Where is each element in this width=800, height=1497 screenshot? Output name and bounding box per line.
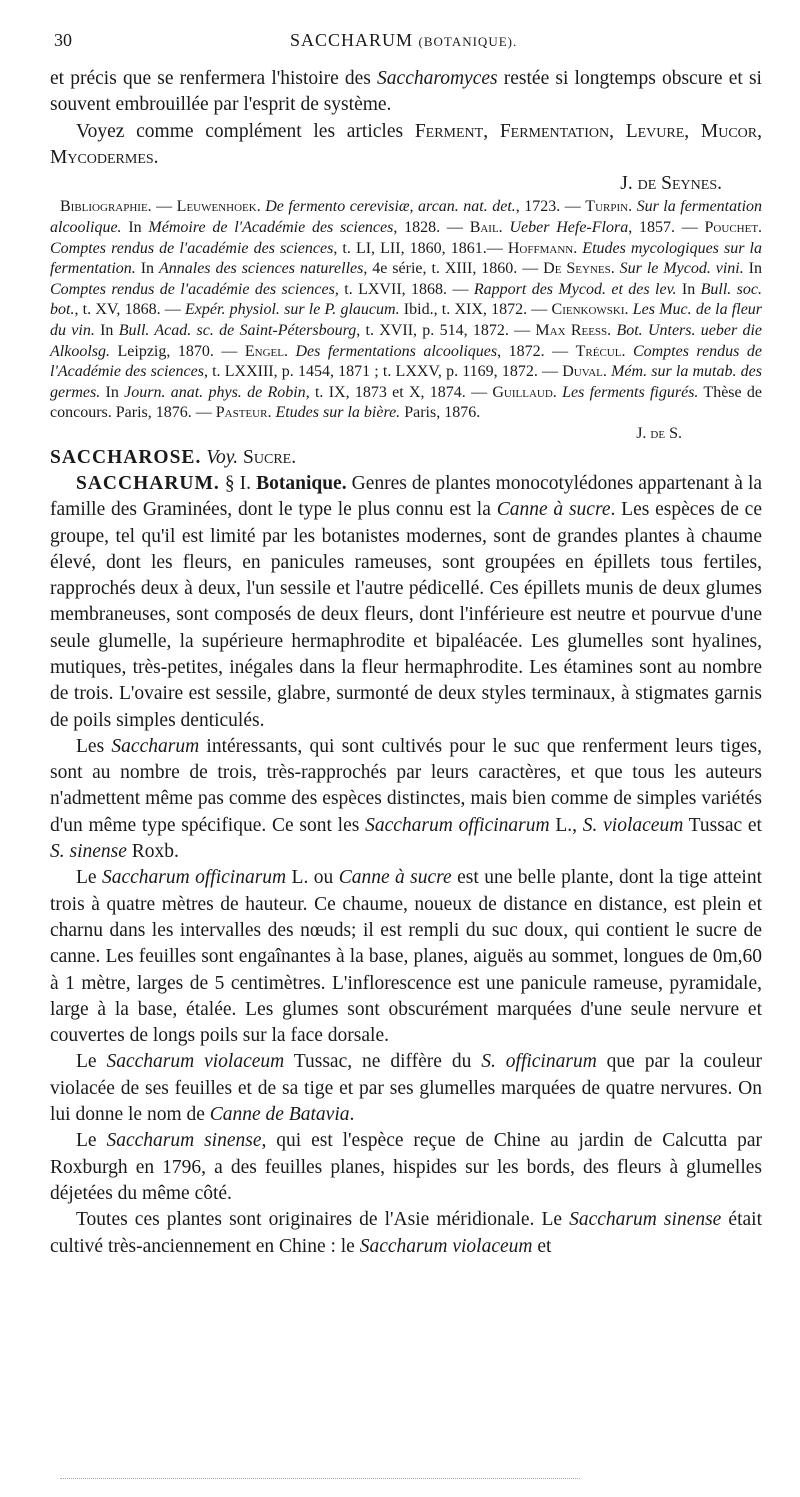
text-run: est une belle plante, dont la tige atteint trois à quatre mètres de hauteur. Ce chaume, noueux de distance en distance, est plein et charnu dans les intervalles des nœuds; il est rempli du suc doux, qui contient le sucre de canne. Les feuilles sont engaînantes à la base, planes, aiguës au sommet, longues de 0m,60 à 1 mètre, larges de 5 centimètres. L'inflorescence est une panicule rameuse, pyramidale, large à la base, étalée. Les glumes sont obscurément marquées d'une seule nervure et couvertes de longs poils sur la face dorsale. (50, 867, 762, 1047)
text-run: S. sinense (50, 841, 127, 863)
paragraph-5-text (50, 1130, 762, 1204)
bibliography-run: Bibliographie. — Leuwenhoek. (60, 198, 266, 216)
see-also-paragraph (50, 119, 762, 172)
bibliography-run: Paris, 1876. (400, 404, 481, 422)
bibliography-signature (50, 424, 762, 445)
text-run: Canne de Batavia (209, 1104, 350, 1126)
paragraph-6-text (50, 1209, 762, 1256)
section-name: Botanique. (256, 472, 347, 494)
bibliography-run: Cienkowski. (551, 301, 633, 319)
bibliography-run: Max Reess. (535, 322, 617, 340)
bibliography-run: Bail. (469, 219, 510, 237)
bibliography-run: , t. LXXIII, p. 1454, 1871 ; t. LXXV, p. 1169, 1872. — (203, 363, 563, 381)
text-run: était cultivé très-anciennement en Chine : le (50, 1209, 762, 1257)
bibliography-run: Ibid., t. XIX, 1872. — (399, 301, 552, 319)
text-run: Saccharum officinarum (365, 814, 550, 836)
bibliography-run: Engel. (244, 342, 296, 360)
text-run: Les (76, 735, 112, 757)
text-run: . Les espèces de ce groupe, tel qu'il est limité par les botanistes modernes, sont de grandes plantes à chaume élevé, dont les fleurs, en panicules rameuses, sont groupées en épillets tous fertiles, rapprochés deux à deux, l'un sessile et l'autre pédicellé. Ces épillets munis de deux glumes membraneuses, sont composés de deux fleurs, dont l'inférieure est neutre et pourvue d'une seule glumelle, la supérieure hermaphrodite et bipaléacée. Les glumelles sont hyalines, mutiques, très-petites, inégales dans la fleur hermaphrodite. Les étamines sont au nombre de trois. L'ovaire est sessile, glabre, surmonté de deux styles terminaux, à stigmates garnis de poils simples denticulés. (50, 499, 762, 731)
bibliography-run: Les Muc. de la fleur du vin. (50, 301, 763, 340)
entry-saccharose (50, 445, 762, 471)
bibliography-run: , t. LI, LII, 1860, 1861.— (333, 239, 508, 257)
bibliography-run: Hoffmann. (507, 239, 583, 257)
text-run: S. violaceum (582, 814, 684, 836)
saccharum-paragraph-2 (50, 734, 762, 865)
entry-saccharum (50, 471, 762, 734)
text-run: Saccharum sinense (106, 1130, 262, 1152)
saccharum-paragraph-3 (50, 865, 762, 1049)
bibliography-run: Mémoire de l'Académie des sciences (148, 219, 394, 237)
bibliography-run: Comptes rendus de l'académie des sciences (50, 280, 335, 298)
paragraph-2-text (50, 736, 762, 862)
running-title-sub: (BOTANIQUE). (418, 34, 518, 49)
closing-text-b: restée si longtemps obscure et si souvent embrouillée par l'esprit de système. (50, 68, 762, 116)
bibliography-run: Bull. soc. bot. (50, 280, 762, 319)
bibliography-run: , t. IX, 1873 et X, 1874. — (305, 383, 493, 401)
bibliography-run: , 4e série, t. XIII, 1860. — (363, 260, 544, 278)
text-run: Le (76, 1051, 107, 1073)
bibliography-run: , 1828. — (393, 219, 470, 237)
bibliography-run: In (676, 280, 701, 298)
bibliography-run: Sur la fermentation alcoolique. (50, 198, 763, 237)
closing-text-italic: Saccharomyces (377, 68, 498, 89)
section-number: § I. (224, 472, 252, 494)
see-also-refs: Ferment, Fermentation, Levure, Mucor, Mycodermes. (50, 120, 762, 168)
running-title (290, 30, 517, 51)
article-body (50, 66, 762, 1260)
text-run: Saccharum sinense (569, 1209, 722, 1231)
text-run: et (532, 1235, 552, 1257)
bibliography-run: Bull. Acad. sc. de Saint-Pétersbourg (118, 322, 357, 340)
running-title-main: SACCHARUM (290, 30, 414, 50)
bibliography-run: Comptes rendus de l'académie des sciences (50, 239, 334, 257)
text-run: Canne à sucre (338, 867, 452, 889)
text-run: Saccharum violaceum (359, 1235, 533, 1257)
bibliography-run: In (100, 383, 125, 401)
bibliography-run: , t. XV, 1868. — (74, 301, 186, 319)
bibliography-run: Mém. sur la mutab. des germes. (50, 363, 763, 401)
text-run: que par la couleur violacée de ses feuilles et de sa tige et par ses glumelles marquées de quatre nervures. On lui donne le nom de (50, 1051, 762, 1126)
headword-saccharum: SACCHARUM. (76, 472, 220, 494)
bibliography-run: Sur le Mycod. vini. (619, 260, 744, 278)
bibliography-run: , 1872. — (497, 342, 576, 360)
bibliography-run: In (743, 260, 763, 278)
cross-ref-target: Sucre. (243, 446, 297, 468)
text-run: intéressants, qui sont cultivés pour le suc que renferment leurs tiges, sont au nombre de trois, très-rapprochés par leurs caractères, et que tous les auteurs n'admettent même pas comme des espèces distinctes, mais bien comme de simples variétés d'un même type spécifique. Ce sont les (50, 735, 762, 836)
text-run: Roxb. (126, 841, 179, 863)
bibliography-text (50, 198, 762, 421)
bibliography-run: Pasteur. (215, 404, 276, 422)
bibliography-run: Bot. Unters. ueber die Alkoolsg. (50, 322, 763, 360)
bibliography-run: Thèse de concours. Paris, 1876. — (50, 383, 763, 422)
bibliography-run: De fermento cerevisiæ, arcan. nat. det. (265, 198, 516, 216)
biblio-signature-text: J. de S. (636, 425, 682, 443)
text-run: S. officinarum (481, 1051, 597, 1073)
saccharum-paragraph-4 (50, 1049, 762, 1128)
bibliography-run: , 1857. — (628, 219, 705, 237)
cross-ref-label: Voy. (206, 446, 239, 468)
text-run: Canne à sucre (496, 499, 611, 521)
bibliography-run: Etudes mycologiques sur la fermentation. (50, 239, 762, 278)
bibliography-run: Expér. physiol. sur le P. glaucum. (185, 301, 400, 319)
headword-saccharose: SACCHAROSE. (50, 446, 202, 468)
see-also-text: Voyez comme complément les articles (76, 120, 415, 142)
text-run: L., (549, 814, 583, 836)
text-run: Saccharum officinarum (101, 867, 287, 889)
bibliography-run: In (121, 219, 149, 237)
bibliography-run: , 1723. — (515, 198, 586, 216)
bibliography-run: Pouchet. (704, 219, 763, 237)
bibliography-run: Journ. anat. phys. de Robin (124, 383, 306, 401)
footer-rule (60, 1478, 580, 1479)
bibliography-run: Leipzig, 1870. — (110, 342, 245, 360)
bibliography-run: De Seynes. (543, 260, 620, 278)
paragraph-4-text (50, 1051, 762, 1125)
bibliography-run: , t. LXVII, 1868. — (334, 280, 474, 298)
page-number: 30 (54, 30, 72, 50)
text-run: , qui est l'espèce reçue de Chine au jardin de Calcutta par Roxburgh en 1796, a des feuilles planes, hispides sur les bords, des fleurs à glumelles déjetées du même côté. (50, 1130, 762, 1204)
bibliography-run: , t. XVII, p. 514, 1872. — (356, 322, 536, 340)
paragraph-3-text (50, 867, 762, 1046)
saccharum-paragraph-1 (50, 473, 762, 731)
text-run: Tussac et (683, 814, 762, 836)
bibliography-run: Trécul. (575, 342, 633, 360)
text-run: Le (76, 1130, 107, 1152)
bibliography-run: Guillaud. (492, 383, 563, 401)
bibliography-run: Turpin. (585, 198, 637, 216)
text-run: Saccharum violaceum (106, 1051, 285, 1073)
text-run: L. ou (286, 867, 339, 889)
bibliography-run: Annales des sciences naturelles (158, 260, 364, 278)
bibliography-run: Des fermentations alcooliques (295, 342, 498, 360)
text-run: Tussac, ne diffère du (284, 1051, 482, 1073)
saccharum-paragraph-5 (50, 1128, 762, 1207)
signature-text: J. de Seynes. (620, 173, 722, 195)
closing-text-a: et précis que se renfermera l'histoire des (50, 68, 378, 89)
bibliography-run: Les ferments figurés. (562, 383, 699, 401)
text-run: Saccharum (111, 735, 200, 757)
text-run: Genres de plantes monocotylédones appartenant à la famille des Graminées, dont le type le plus connu est la (50, 472, 763, 521)
bibliography-run: In (135, 260, 159, 278)
bibliography-run: Comptes rendus de l'Académie des sciences (50, 342, 762, 381)
page-header (50, 30, 750, 60)
bibliography (50, 197, 762, 424)
closing-paragraph (50, 66, 762, 119)
bibliography-run: In (94, 322, 119, 340)
bibliography-run: Rapport des Mycod. et des lev. (473, 280, 677, 298)
text-run: . (349, 1104, 355, 1126)
bibliography-run: Ueber Hefe-Flora (509, 219, 629, 237)
bibliography-run: Duval. (562, 363, 612, 381)
bibliography-run: Etudes sur la bière. (275, 404, 401, 422)
text-run: Toutes ces plantes sont originaires de l'Asie méridionale. Le (76, 1209, 570, 1231)
text-run: Le (76, 867, 102, 889)
author-signature (50, 171, 762, 197)
saccharum-paragraph-6 (50, 1207, 762, 1260)
